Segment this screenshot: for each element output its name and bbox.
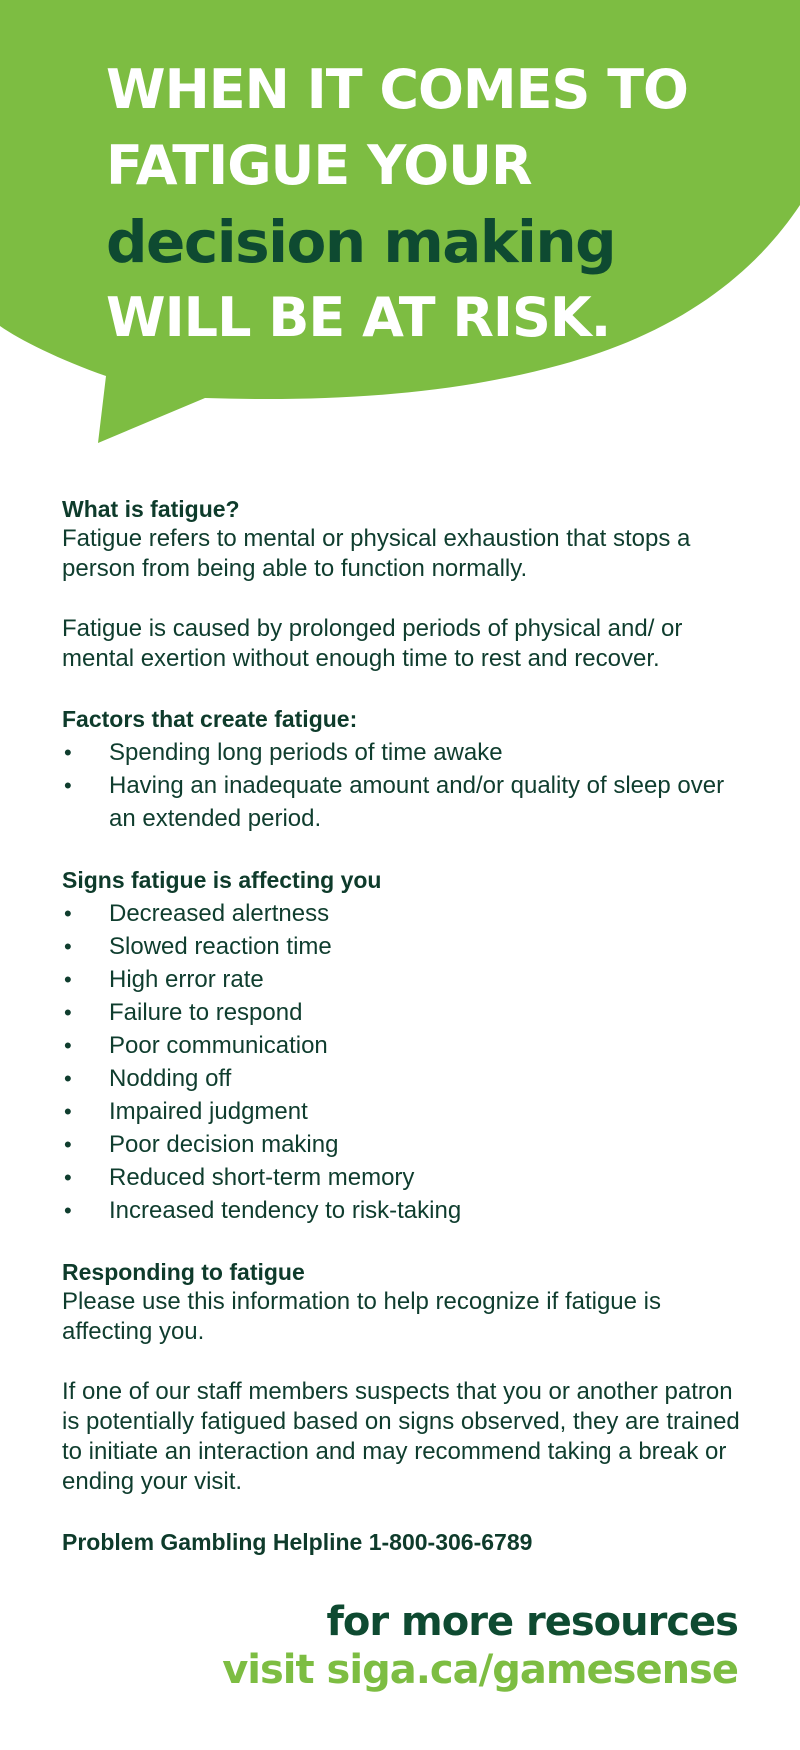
list-item-text: Poor decision making: [109, 1131, 339, 1158]
paragraph: If one of our staff members suspects that you or another patron is potentially fatigued based on signs observed, they are trained to initiate an interaction and may recommend taking a break or ending your visit.: [62, 1378, 740, 1495]
bullet-icon: •: [64, 934, 72, 959]
section-heading: Factors that create fatigue:: [62, 706, 358, 732]
paragraph: Please use this information to help recognize if fatigue is affecting you.: [62, 1288, 662, 1345]
helpline-phone: Problem Gambling Helpline 1-800-306-6789: [62, 1529, 533, 1555]
list-item: [62, 996, 742, 1029]
headline-line-2: FATIGUE YOUR: [106, 134, 532, 197]
list-item: [62, 736, 742, 769]
list-item: [62, 1029, 742, 1062]
bullet-icon: •: [64, 1132, 72, 1157]
paragraph: Fatigue refers to mental or physical exhaustion that stops a person from being able to function normally.: [62, 525, 691, 582]
section-signs: [62, 865, 742, 1227]
bullet-icon: •: [64, 1000, 72, 1025]
bullet-icon: •: [64, 740, 72, 765]
resources-cta: [222, 1598, 738, 1694]
list-item-text: High error rate: [109, 966, 264, 993]
bullet-icon: •: [64, 1033, 72, 1058]
bullet-icon: •: [64, 1165, 72, 1190]
list-item-text: Nodding off: [109, 1065, 232, 1092]
list-item-text: Spending long periods of time awake: [109, 739, 503, 766]
section-heading: Responding to fatigue: [62, 1259, 305, 1285]
list-item-text: Having an inadequate amount and/or quality of sleep over an extended period.: [109, 772, 725, 832]
bullet-icon: •: [64, 773, 72, 798]
bullet-icon: •: [64, 1099, 72, 1124]
bullet-list: [62, 897, 742, 1227]
paragraph: Fatigue is caused by prolonged periods of physical and/ or mental exertion without enough time to rest and recover.: [62, 615, 683, 672]
section-heading: What is fatigue?: [62, 496, 240, 522]
list-item: [62, 897, 742, 930]
list-item: [62, 769, 742, 835]
section-responding: [62, 1257, 742, 1497]
section-what-is-fatigue: [62, 494, 742, 674]
section-heading: Signs fatigue is affecting you: [62, 867, 382, 893]
list-item-text: Slowed reaction time: [109, 933, 332, 960]
list-item-text: Decreased alertness: [109, 900, 330, 927]
cta-line-resources: for more resources: [326, 1599, 738, 1645]
headline: [106, 52, 706, 356]
bullet-list: [62, 736, 742, 835]
bullet-icon: •: [64, 967, 72, 992]
list-item-text: Impaired judgment: [109, 1098, 308, 1125]
list-item: [62, 1095, 742, 1128]
list-item: [62, 1062, 742, 1095]
list-item: [62, 930, 742, 963]
list-item-text: Failure to respond: [109, 999, 303, 1026]
bullet-icon: •: [64, 901, 72, 926]
list-item-text: Increased tendency to risk-taking: [109, 1197, 462, 1224]
bullet-icon: •: [64, 1198, 72, 1223]
bullet-icon: •: [64, 1066, 72, 1091]
main-content: [62, 494, 742, 1557]
headline-line-1: WHEN IT COMES TO: [106, 58, 688, 121]
list-item: [62, 1128, 742, 1161]
list-item-text: Reduced short-term memory: [109, 1164, 415, 1191]
list-item: [62, 963, 742, 996]
list-item: [62, 1161, 742, 1194]
list-item-text: Poor communication: [109, 1032, 328, 1059]
section-factors: [62, 704, 742, 835]
list-item: [62, 1194, 742, 1227]
headline-line-4: WILL BE AT RISK.: [106, 286, 611, 349]
headline-line-3: decision making: [106, 208, 616, 276]
cta-website-link[interactable]: visit siga.ca/gamesense: [222, 1647, 738, 1693]
